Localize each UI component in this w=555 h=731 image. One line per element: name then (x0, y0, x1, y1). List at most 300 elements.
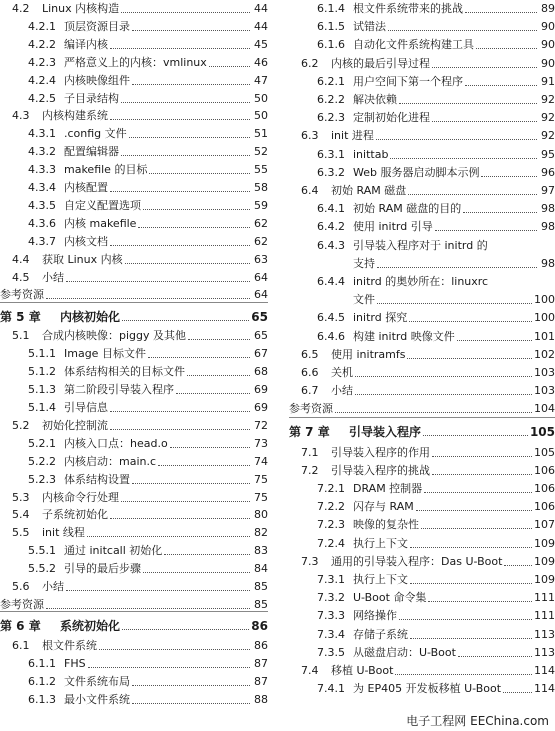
section-number: 5.1.4 (28, 401, 56, 414)
page-number: 59 (254, 199, 268, 212)
section-title: 小结 (42, 580, 64, 593)
page-number: 74 (254, 455, 268, 468)
section-number: 第 5 章 (0, 310, 41, 324)
section-title: Web 服务器启动脚本示例 (353, 166, 480, 179)
leader-dots (121, 154, 250, 156)
toc-chapter[interactable] (289, 421, 555, 443)
section-title: 执行上下文 (353, 573, 408, 586)
section-title: 执行上下文 (353, 537, 408, 550)
section-title: init 线程 (42, 526, 85, 539)
section-number: 7.4.1 (317, 682, 345, 695)
section-title: init 进程 (331, 129, 374, 142)
section-title: 解决依赖 (353, 93, 397, 106)
section-number: 5.2.3 (28, 473, 56, 486)
section-title: 小结 (331, 384, 353, 397)
leader-dots (121, 101, 250, 103)
section-title: 子目录结构 (64, 92, 119, 105)
leader-dots (110, 517, 250, 519)
leader-dots (209, 65, 250, 67)
section-title: 初始 RAM 磁盘 (331, 184, 407, 197)
leader-dots (476, 47, 537, 49)
page-number: 55 (254, 163, 268, 176)
leader-dots (66, 280, 250, 282)
page-number: 109 (534, 537, 555, 550)
section-title: inittab (353, 148, 389, 161)
section-title: Image 目标文件 (64, 347, 146, 360)
page-number: 50 (254, 92, 268, 105)
toc-entry[interactable] (289, 678, 555, 700)
section-number: 4.3.5 (28, 199, 56, 212)
section-title: 关机 (331, 366, 353, 379)
section-number: 7.3.5 (317, 646, 345, 659)
section-number: 6.5 (301, 348, 319, 361)
section-title: initrd 探究 (353, 311, 408, 324)
leader-dots (132, 702, 250, 704)
page-number: 85 (254, 580, 268, 593)
leader-dots (46, 297, 250, 299)
section-title: 用户空间下第一个程序 (353, 75, 463, 88)
leader-dots (143, 571, 250, 573)
page-number: 92 (541, 93, 555, 106)
leader-dots (88, 666, 250, 668)
section-title: 引导装入程序的挑战 (331, 464, 430, 477)
leader-dots (122, 628, 249, 630)
section-number: 6.3 (301, 129, 319, 142)
page-number: 87 (254, 675, 268, 688)
section-number: 7.3.2 (317, 591, 345, 604)
section-title: 配置编辑器 (64, 145, 119, 158)
page-number: 109 (534, 555, 555, 568)
section-number: 4.4 (12, 253, 30, 266)
leader-dots (170, 446, 250, 448)
page-number: 45 (254, 38, 268, 51)
section-title: 体系结构设置 (64, 473, 130, 486)
leader-dots (424, 491, 532, 493)
page-number: 47 (254, 74, 268, 87)
leader-dots (399, 618, 532, 620)
leader-dots (377, 266, 537, 268)
section-number: 6.1 (12, 639, 30, 652)
section-number: 7.2.3 (317, 518, 345, 531)
page-number: 69 (254, 383, 268, 396)
chapter-divider (0, 302, 268, 303)
section-title: 严格意义上的内核：vmlinux (64, 56, 207, 69)
section-number: 4.3.7 (28, 235, 56, 248)
section-title: 体系结构相关的目标文件 (64, 365, 185, 378)
section-title: 闪存与 RAM (353, 500, 414, 513)
page-number: 98 (541, 257, 555, 270)
page-number: 44 (254, 20, 268, 33)
section-title: 内核映像组件 (64, 74, 130, 87)
leader-dots (46, 607, 250, 609)
section-number: 4.3.3 (28, 163, 56, 176)
section-title: 内核初始化 (60, 310, 121, 324)
section-title: 内核文档 (64, 235, 108, 248)
section-number: 7.2 (301, 464, 319, 477)
leader-dots (132, 83, 250, 85)
page-number: 103 (534, 384, 555, 397)
section-number: 6.2 (301, 57, 319, 70)
section-title: 为 EP405 开发板移植 U-Boot (353, 682, 502, 695)
section-title: 第二阶段引导装入程序 (64, 383, 174, 396)
page-number: 96 (541, 166, 555, 179)
section-number: 6.2.2 (317, 93, 345, 106)
section-title: 内核构建系统 (42, 109, 108, 122)
section-number: 5.1.3 (28, 383, 56, 396)
page-number: 98 (541, 220, 555, 233)
leader-dots (458, 655, 532, 657)
page-number: 98 (541, 202, 555, 215)
section-title: 使用 initramfs (331, 348, 406, 361)
section-title: 从磁盘启动：U-Boot (353, 646, 456, 659)
section-number: 5.2.2 (28, 455, 56, 468)
section-title: 内核的最后引导过程 (331, 57, 430, 70)
section-title: 文件 (353, 293, 375, 306)
leader-dots (463, 211, 537, 213)
leader-dots (399, 102, 537, 104)
page-number: 91 (541, 75, 555, 88)
section-number: 4.3 (12, 109, 30, 122)
section-title: DRAM 控制器 (353, 482, 423, 495)
section-number: 5.5 (12, 526, 30, 539)
leader-dots (435, 229, 537, 231)
section-number: 第 6 章 (0, 619, 41, 633)
section-title: 定制初始化进程 (353, 111, 430, 124)
page-number: 88 (254, 693, 268, 706)
section-title: 参考资源 (289, 402, 333, 415)
leader-dots (465, 84, 537, 86)
section-number: 4.5 (12, 271, 30, 284)
section-title: 编译内核 (64, 38, 108, 51)
page-number: 87 (254, 657, 268, 670)
section-title: 试错法 (353, 20, 386, 33)
page-number: 90 (541, 20, 555, 33)
leader-dots (432, 455, 532, 457)
section-number: 5.1.2 (28, 365, 56, 378)
page-number: 92 (541, 111, 555, 124)
section-number: 7.3.4 (317, 628, 345, 641)
page-number: 69 (254, 401, 268, 414)
leader-dots (432, 66, 537, 68)
page-number: 75 (254, 491, 268, 504)
leader-dots (164, 553, 250, 555)
section-title: 构建 initrd 映像文件 (353, 330, 455, 343)
leader-dots (122, 319, 249, 321)
section-title: 引导装入程序的作用 (331, 446, 430, 459)
leader-dots (158, 464, 250, 466)
page-number: 52 (254, 145, 268, 158)
leader-dots (428, 600, 532, 602)
section-number: 5.5.1 (28, 544, 56, 557)
page-number: 63 (254, 253, 268, 266)
section-number: 6.4.4 (317, 275, 345, 288)
page-number: 114 (534, 664, 555, 677)
section-title: 最小文件系统 (64, 693, 130, 706)
section-title: 移植 U-Boot (331, 664, 394, 677)
leader-dots (149, 172, 250, 174)
section-number: 4.3.1 (28, 127, 56, 140)
leader-dots (125, 262, 250, 264)
leader-dots (110, 428, 250, 430)
section-title: 参考资源 (0, 288, 44, 301)
leader-dots (407, 357, 532, 359)
section-number: 6.3.2 (317, 166, 345, 179)
page-number: 105 (529, 425, 555, 439)
section-title: 支持 (353, 257, 375, 270)
page-number: 64 (254, 271, 268, 284)
section-number: 6.4 (301, 184, 319, 197)
leader-dots (355, 375, 532, 377)
section-title: 子系统初始化 (42, 508, 108, 521)
leader-dots (410, 582, 532, 584)
section-number: 5.2 (12, 419, 30, 432)
page-number: 80 (254, 508, 268, 521)
section-number: 5.1 (12, 329, 30, 342)
section-title: 通过 initcall 初始化 (64, 544, 163, 557)
page-number: 103 (534, 366, 555, 379)
section-title: 内核 makefile (64, 217, 137, 230)
page-number: 113 (534, 628, 555, 641)
page-number: 67 (254, 347, 268, 360)
leader-dots (148, 356, 250, 358)
leader-dots (457, 339, 532, 341)
page-number: 101 (534, 330, 555, 343)
page-number: 106 (534, 464, 555, 477)
section-title: 引导装入程序对于 initrd 的 (353, 239, 488, 252)
page-number: 102 (534, 348, 555, 361)
section-number: 4.2 (12, 2, 30, 15)
section-title: 内核入口点：head.o (64, 437, 168, 450)
page-number: 90 (541, 38, 555, 51)
section-title: 初始化控制流 (42, 419, 108, 432)
section-number: 7.3.1 (317, 573, 345, 586)
section-number: 5.5.2 (28, 562, 56, 575)
section-number: 4.2.1 (28, 20, 56, 33)
leader-dots (110, 190, 250, 192)
watermark: 电子工程网 EEChina.com (402, 712, 549, 729)
page-number: 113 (534, 646, 555, 659)
section-title: 根文件系统带来的挑战 (353, 2, 463, 15)
section-number: 4.2.3 (28, 56, 56, 69)
leader-dots (132, 482, 250, 484)
page-number: 92 (541, 129, 555, 142)
section-number: 4.3.4 (28, 181, 56, 194)
section-title: 小结 (42, 271, 64, 284)
section-number: 6.4.1 (317, 202, 345, 215)
page-number: 111 (534, 591, 555, 604)
section-number: 5.1.1 (28, 347, 56, 360)
section-title: 根文件系统 (42, 639, 97, 652)
leader-dots (376, 138, 537, 140)
section-number: 7.2.2 (317, 500, 345, 513)
section-number: 6.3.1 (317, 148, 345, 161)
leader-dots (335, 411, 532, 413)
page-number: 86 (251, 619, 268, 633)
section-number: 6.4.6 (317, 330, 345, 343)
section-title: initrd 的奥妙所在：linuxrc (353, 275, 489, 288)
leader-dots (132, 29, 250, 31)
section-number: 6.6 (301, 366, 319, 379)
chapter-divider (289, 417, 555, 418)
section-title: 内核命令行处理 (42, 491, 119, 504)
page-number: 50 (254, 109, 268, 122)
section-number: 6.1.1 (28, 657, 56, 670)
page-number: 86 (254, 639, 268, 652)
leader-dots (409, 320, 532, 322)
leader-dots (408, 193, 537, 195)
leader-dots (143, 208, 250, 210)
leader-dots (481, 175, 537, 177)
section-number: 6.1.4 (317, 2, 345, 15)
leader-dots (110, 118, 250, 120)
section-number: 6.4.3 (317, 239, 345, 252)
section-number: 6.4.2 (317, 220, 345, 233)
section-title: 使用 initrd 引导 (353, 220, 433, 233)
leader-dots (132, 684, 250, 686)
section-number: 6.7 (301, 384, 319, 397)
page-number: 62 (254, 235, 268, 248)
page-number: 44 (254, 2, 268, 15)
toc-entry[interactable] (0, 284, 268, 306)
page-number: 46 (254, 56, 268, 69)
leader-dots (121, 500, 250, 502)
section-number: 6.2.3 (317, 111, 345, 124)
page-number: 73 (254, 437, 268, 450)
page-number: 68 (254, 365, 268, 378)
leader-dots (410, 546, 532, 548)
leader-dots (188, 338, 250, 340)
leader-dots (110, 244, 250, 246)
section-title: 引导装入程序 (349, 425, 422, 439)
page-number: 100 (534, 293, 555, 306)
section-number: 4.2.4 (28, 74, 56, 87)
section-title: 自动化文件系统构建工具 (353, 38, 474, 51)
section-number: 7.3.3 (317, 609, 345, 622)
page-number: 72 (254, 419, 268, 432)
section-title: 通用的引导装入程序：Das U-Boot (331, 555, 503, 568)
page-number: 84 (254, 562, 268, 575)
page-number: 107 (534, 518, 555, 531)
leader-dots (432, 473, 532, 475)
section-title: 引导的最后步骤 (64, 562, 141, 575)
page-number: 51 (254, 127, 268, 140)
section-number: 6.1.3 (28, 693, 56, 706)
leader-dots (99, 648, 250, 650)
page-number: 97 (541, 184, 555, 197)
leader-dots (121, 11, 250, 13)
leader-dots (138, 226, 250, 228)
section-number: 5.6 (12, 580, 30, 593)
page-number: 109 (534, 573, 555, 586)
toc-entry[interactable] (0, 689, 268, 711)
page-number: 65 (254, 329, 268, 342)
page-number: 95 (541, 148, 555, 161)
leader-dots (110, 47, 250, 49)
leader-dots (416, 509, 532, 511)
section-title: FHS (64, 657, 86, 670)
leader-dots (377, 302, 532, 304)
section-title: 文件系统布局 (64, 675, 130, 688)
section-title: 合成内核映像：piggy 及其他 (42, 329, 187, 342)
page-number: 90 (541, 57, 555, 70)
section-title: 参考资源 (0, 598, 44, 611)
page-number: 89 (541, 2, 555, 15)
leader-dots (87, 535, 250, 537)
leader-dots (421, 527, 532, 529)
section-number: 6.2.1 (317, 75, 345, 88)
section-title: 映像的复杂性 (353, 518, 419, 531)
section-number: 4.2.2 (28, 38, 56, 51)
section-title: makefile 的目标 (64, 163, 148, 176)
leader-dots (504, 564, 532, 566)
page-number: 114 (534, 682, 555, 695)
section-number: 6.1.2 (28, 675, 56, 688)
section-title: 引导信息 (64, 401, 108, 414)
leader-dots (423, 434, 528, 436)
section-number: 7.3 (301, 555, 319, 568)
leader-dots (432, 120, 537, 122)
section-number: 7.2.4 (317, 537, 345, 550)
page-number: 106 (534, 500, 555, 513)
leader-dots (66, 589, 250, 591)
section-number: 5.4 (12, 508, 30, 521)
section-number: 7.4 (301, 664, 319, 677)
leader-dots (465, 11, 537, 13)
section-number: 5.3 (12, 491, 30, 504)
section-number: 4.3.6 (28, 217, 56, 230)
page-number: 111 (534, 609, 555, 622)
section-number: 7.2.1 (317, 482, 345, 495)
section-number: 5.2.1 (28, 437, 56, 450)
page-number: 75 (254, 473, 268, 486)
leader-dots (395, 673, 532, 675)
leader-dots (110, 410, 250, 412)
page-number: 58 (254, 181, 268, 194)
leader-dots (355, 393, 532, 395)
section-title: 内核配置 (64, 181, 108, 194)
page-number: 105 (534, 446, 555, 459)
page-number: 104 (534, 402, 555, 415)
section-number: 4.2.5 (28, 92, 56, 105)
section-title: 顶层资源目录 (64, 20, 130, 33)
page-number: 83 (254, 544, 268, 557)
section-title: 系统初始化 (60, 619, 121, 633)
section-number: 4.3.2 (28, 145, 56, 158)
section-number: 6.1.6 (317, 38, 345, 51)
page-number: 62 (254, 217, 268, 230)
chapter-divider (0, 611, 268, 612)
page-number: 106 (534, 482, 555, 495)
section-title: .config 文件 (64, 127, 127, 140)
leader-dots (503, 691, 532, 693)
leader-dots (388, 29, 537, 31)
page-number: 64 (254, 288, 268, 301)
section-title: Linux 内核构造 (42, 2, 120, 15)
section-number: 7.1 (301, 446, 319, 459)
leader-dots (176, 392, 250, 394)
page-number: 65 (251, 310, 268, 324)
leader-dots (390, 157, 537, 159)
page-number: 85 (254, 598, 268, 611)
section-number: 6.4.5 (317, 311, 345, 324)
section-title: U-Boot 命令集 (353, 591, 427, 604)
section-title: 网络操作 (353, 609, 397, 622)
section-title: 存储子系统 (353, 628, 408, 641)
page-number: 82 (254, 526, 268, 539)
leader-dots (187, 374, 250, 376)
toc-entry[interactable] (0, 594, 268, 616)
section-title: 获取 Linux 内核 (42, 253, 123, 266)
